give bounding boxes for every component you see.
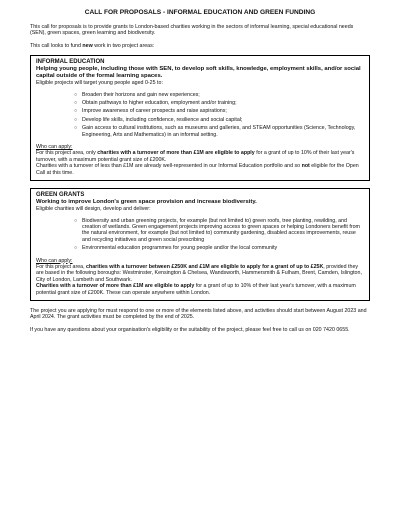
looks-to-fund-bold: new [82, 42, 93, 49]
looks-to-fund-after: work in two project areas: [92, 42, 155, 49]
green-eligible-text: Eligible charities will design, develop and deliver: [36, 206, 151, 213]
intro-paragraph: This call for proposals is to provide grants to London-based charities working in the sectors of informal learning, special educational needs (SEN), green spaces, green learning and biodiversity. [30, 24, 354, 37]
list-item: ○ Biodiversity and urban greening projects, for example (but not limited to) green roofs, tree planting, rewilding, and creation of wetlands. Green engagement projects improving access to green spaces or helping Londoners benefit from the natural environment, for example (but not limited to) community gardening, disabled access improvements, reuse and recycling initiatives and green social prescribing [82, 218, 364, 244]
closing-paragraph-contact: If you have any questions about your organisation's eligibility or the suitability of the project, please feel free to call us on 020 7420 0655. [30, 326, 350, 333]
informal-apply-paragraph-1 [36, 150, 364, 163]
green-grants-heading: GREEN GRANTS [36, 192, 85, 199]
list-item: ○ Obtain pathways to higher education, employment and/or training; [82, 100, 364, 106]
informal-who-can-apply-label: Who can apply: [36, 144, 73, 151]
green-grants-subheading: Working to improve London's green space provision and increase biodiversity. [36, 199, 257, 206]
green-apply2-tail: for a grant of up to 10% of their last year's turnover, with a maximum potential grant size of £200K. These can operate anywhere within London. [36, 283, 356, 296]
closing-paragraph-dates: The project you are applying for must respond to one or more of the elements listed above, and activities should start between August 2023 and April 2024. The grant activities must be completed by the end of 2025. [30, 307, 367, 321]
informal-apply1-lead: For this project area, only [36, 150, 98, 157]
green-grants-box [30, 188, 370, 301]
informal-education-heading: INFORMAL EDUCATION [36, 59, 105, 66]
informal-apply1-bold: charities with a turnover of more than £1M are eligible to apply [97, 150, 255, 157]
informal-education-subheading: Helping young people, including those with SEN, to develop soft skills, knowledge, employment skills, and/or social capital outside of the formal learning spaces. [36, 66, 361, 80]
list-item: ○ Gain access to cultural institutions, such as museums and galleries, and STEAM opportunities (Science, Technology, Engineering, Arts and Mathematics) in an informal setting. [82, 125, 364, 138]
informal-education-box [30, 55, 370, 181]
looks-to-fund-paragraph [30, 43, 370, 49]
informal-apply2-tail: eligible for the Open Call at this time. [36, 163, 359, 176]
green-bullet-list [36, 218, 364, 252]
green-apply1-tail: , provided they are based in the following boroughs: Westminster, Kensington & Chelsea, Wandsworth, Hammersmith & Fulham, Brent, Camden, Islington, City of London, Lambeth and Southwark. [36, 263, 362, 283]
green-apply-paragraph-2 [36, 283, 364, 296]
document-title: CALL FOR PROPOSALS - INFORMAL EDUCATION AND GREEN FUNDING [84, 9, 316, 16]
informal-eligible-text: Eligible projects will target young people aged 0-25 to: [36, 80, 163, 87]
list-item: ○ Environmental education programmes for young people and/or the local community [82, 245, 364, 251]
green-apply1-bold: charities with a turnover between £250K and £1M are eligible to apply for a grant of up to £25K [86, 263, 324, 270]
green-apply2-bold: Charities with a turnover of more than £1M are eligible to apply [36, 283, 195, 290]
list-item: ○ Develop life skills, including confidence, resilience and social capital; [82, 117, 364, 123]
green-apply1-lead: For this project area, [36, 263, 87, 270]
list-item: ○ Broaden their horizons and gain new experiences; [82, 92, 364, 98]
looks-to-fund-before: This call looks to fund [30, 42, 83, 49]
green-who-can-apply-label: Who can apply: [36, 257, 73, 264]
informal-apply2-bold: not [301, 163, 310, 170]
informal-apply2-lead: Charities with a turnover of less than £1M are already well-represented in our Informal Education portfolio and so [36, 163, 302, 170]
informal-bullet-list [36, 92, 364, 138]
green-apply-paragraph-1 [36, 264, 364, 283]
informal-apply-paragraph-2 [36, 163, 364, 176]
list-item: ○ Improve awareness of career prospects and raise aspirations; [82, 108, 364, 114]
informal-apply1-tail: for a grant of up to 10% of their last year's turnover, with a maximum potential grant size of £200K. [36, 150, 355, 163]
